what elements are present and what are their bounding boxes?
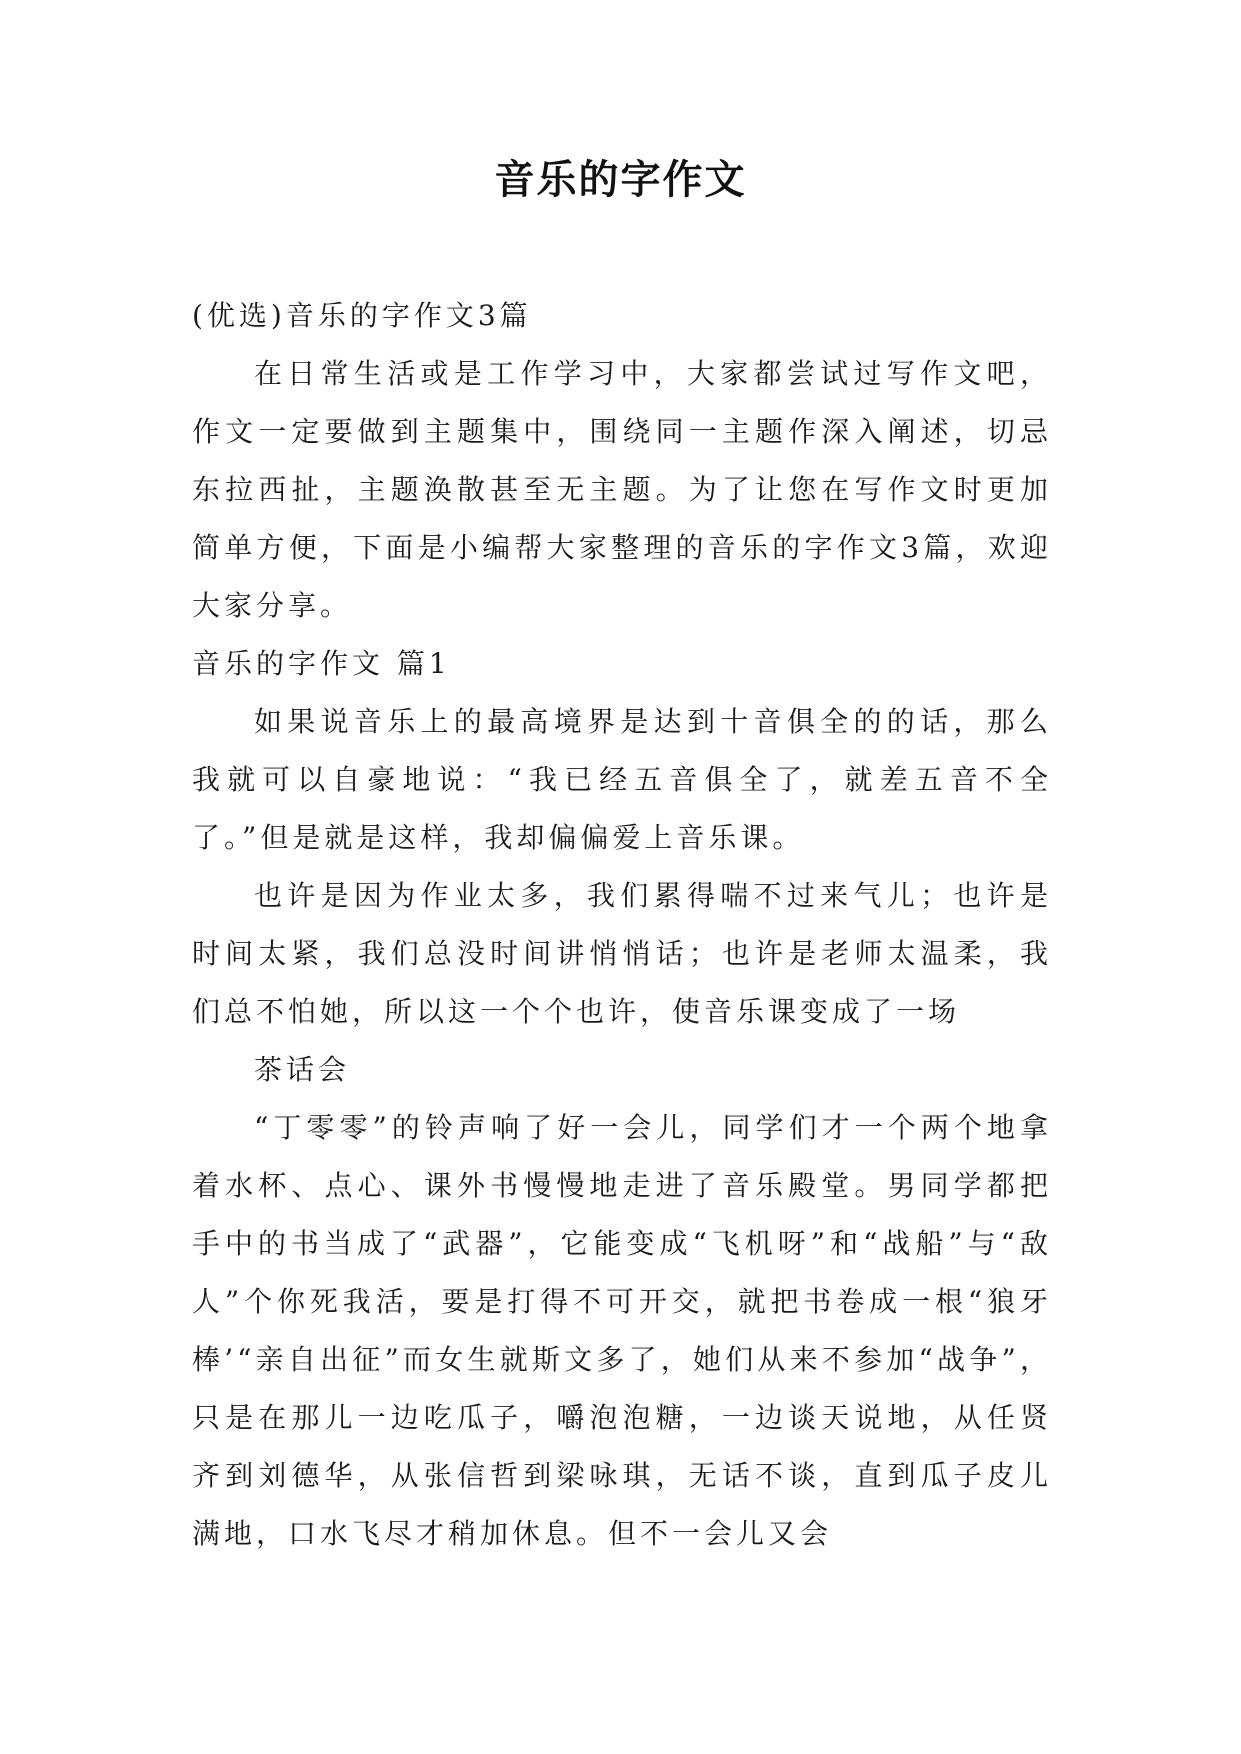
document-body — [192, 287, 1052, 1563]
document-title: 音乐的字作文 — [494, 156, 747, 203]
intro-paragraph: 在日常生活或是工作学习中，大家都尝试过写作文吧，作文一定要做到主题集中，围绕同一主题作深入阐述，切忌东拉西扯，主题涣散甚至无主题。为了让您在写作文时更加简单方便，下面是小编帮大家整理的音乐的字作文3篇，欢迎大家分享。 — [192, 357, 1052, 622]
subtitle-line: (优选)音乐的字作文3篇 — [192, 299, 532, 332]
body-paragraph: “丁零零”的铃声响了好一会儿，同学们才一个两个地拿着水杯、点心、课外书慢慢地走进了音乐殿堂。男同学都把手中的书当成了“武器”，它能变成“飞机呀”和“战船”与“敌人”个你死我活，要是打得不可开交，就把书卷成一根“狼牙棒’“亲自出征”而女生就斯文多了，她们从来不参加“战争”，只是在那儿一边吃瓜子，嚼泡泡糖，一边谈天说地，从任贤齐到刘德华，从张信哲到梁咏琪，无话不谈，直到瓜子皮儿满地，口水飞尽才稍加休息。但不一会儿又会 — [192, 1111, 1052, 1550]
body-paragraph: 如果说音乐上的最高境界是达到十音俱全的的话，那么我就可以自豪地说：“我已经五音俱全了，就差五音不全了。”但是就是这样，我却偏偏爱上音乐课。 — [192, 705, 1052, 854]
section-heading: 音乐的字作文 篇1 — [192, 647, 451, 680]
body-paragraph: 也许是因为作业太多，我们累得喘不过来气儿；也许是时间太紧，我们总没时间讲悄悄话；也许是老师太温柔，我们总不怕她，所以这一个个也许，使音乐课变成了一场 — [192, 879, 1052, 1028]
body-paragraph: 茶话会 — [254, 1053, 351, 1086]
